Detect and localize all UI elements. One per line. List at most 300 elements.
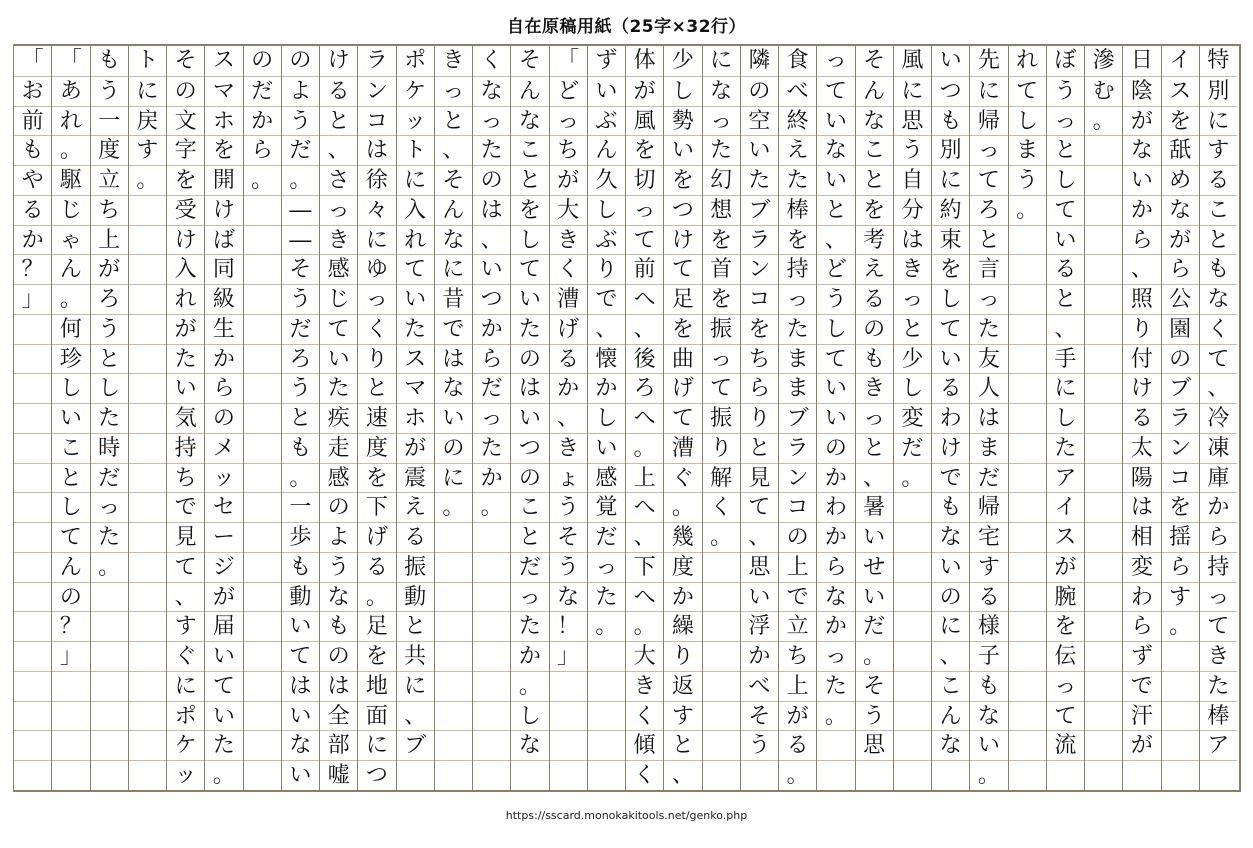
manuscript-cell: れ bbox=[1016, 48, 1039, 73]
manuscript-cell: 足 bbox=[358, 611, 395, 641]
manuscript-cell: う bbox=[741, 730, 778, 760]
manuscript-line bbox=[204, 46, 242, 790]
manuscript-cell bbox=[1085, 344, 1122, 374]
manuscript-cell: の bbox=[320, 492, 357, 522]
manuscript-cell bbox=[1085, 225, 1122, 255]
manuscript-cell bbox=[1085, 284, 1122, 314]
manuscript-cell: と bbox=[435, 106, 472, 136]
manuscript-cell: 。 bbox=[91, 552, 128, 582]
manuscript-cell: つ bbox=[932, 76, 969, 106]
manuscript-cell: 帰 bbox=[970, 492, 1007, 522]
manuscript-cell: の bbox=[779, 522, 816, 552]
manuscript-cell: ら bbox=[205, 373, 242, 403]
manuscript-cell: 漕 bbox=[664, 433, 701, 463]
manuscript-cell: か bbox=[14, 225, 51, 255]
manuscript-cell bbox=[14, 582, 51, 612]
manuscript-cell: 浮 bbox=[741, 611, 778, 641]
manuscript-cell: ー bbox=[205, 522, 242, 552]
manuscript-cell: か bbox=[1200, 492, 1237, 522]
manuscript-line bbox=[51, 46, 89, 790]
manuscript-cell bbox=[473, 522, 510, 552]
manuscript-cell: ― bbox=[282, 195, 319, 225]
manuscript-cell: 想 bbox=[703, 195, 740, 225]
manuscript-cell bbox=[244, 492, 281, 522]
manuscript-cell: に bbox=[358, 730, 395, 760]
manuscript-cell: の bbox=[251, 48, 274, 73]
manuscript-cell: い bbox=[282, 701, 319, 731]
manuscript-cell: か bbox=[473, 463, 510, 493]
manuscript-cell: ん bbox=[856, 76, 893, 106]
manuscript-cell bbox=[473, 730, 510, 760]
manuscript-cell: 嘘 bbox=[320, 760, 357, 790]
manuscript-cell: し bbox=[511, 701, 548, 731]
manuscript-cell bbox=[1009, 641, 1046, 671]
manuscript-cell: 少 bbox=[671, 48, 694, 73]
manuscript-cell: 文 bbox=[167, 106, 204, 136]
manuscript-cell: て bbox=[703, 373, 740, 403]
manuscript-cell bbox=[1009, 701, 1046, 731]
manuscript-cell: 。 bbox=[626, 611, 663, 641]
manuscript-cell bbox=[91, 611, 128, 641]
manuscript-cell: 。 bbox=[588, 611, 625, 641]
manuscript-cell: か bbox=[817, 611, 854, 641]
manuscript-cell: 風 bbox=[626, 106, 663, 136]
manuscript-cell: ブ bbox=[779, 403, 816, 433]
manuscript-cell bbox=[588, 701, 625, 731]
manuscript-cell: と bbox=[358, 373, 395, 403]
manuscript-cell: 感 bbox=[588, 463, 625, 493]
manuscript-cell: 腕 bbox=[1047, 582, 1084, 612]
manuscript-cell: を bbox=[167, 165, 204, 195]
manuscript-cell: ろ bbox=[91, 284, 128, 314]
manuscript-cell: け bbox=[327, 48, 350, 73]
manuscript-cell: を bbox=[205, 135, 242, 165]
manuscript-cell bbox=[894, 492, 931, 522]
manuscript-cell: た bbox=[779, 314, 816, 344]
manuscript-cell: 思 bbox=[894, 106, 931, 136]
manuscript-cell: ん bbox=[435, 195, 472, 225]
manuscript-cell: と bbox=[817, 195, 854, 225]
manuscript-cell: な bbox=[1200, 284, 1237, 314]
page-title: 自在原稿用紙（25字×32行） bbox=[506, 17, 747, 37]
manuscript-cell: 、 bbox=[664, 760, 701, 790]
manuscript-cell bbox=[1085, 641, 1122, 671]
manuscript-cell bbox=[550, 701, 587, 731]
manuscript-cell: ブ bbox=[1162, 373, 1199, 403]
manuscript-cell: 思 bbox=[856, 730, 893, 760]
manuscript-cell: ス bbox=[397, 344, 434, 374]
manuscript-cell: い bbox=[856, 522, 893, 552]
manuscript-cell: も bbox=[1200, 254, 1237, 284]
manuscript-cell: な bbox=[932, 730, 969, 760]
manuscript-cell: い bbox=[320, 344, 357, 374]
manuscript-cell: 歩 bbox=[282, 522, 319, 552]
manuscript-cell: て bbox=[205, 671, 242, 701]
manuscript-cell: 懐 bbox=[588, 344, 625, 374]
manuscript-cell: な bbox=[435, 225, 472, 255]
manuscript-cell: を bbox=[358, 641, 395, 671]
manuscript-cell bbox=[1162, 701, 1199, 731]
manuscript-cell: 立 bbox=[91, 165, 128, 195]
manuscript-cell bbox=[1085, 522, 1122, 552]
manuscript-cell: べ bbox=[741, 671, 778, 701]
manuscript-line bbox=[702, 46, 740, 790]
manuscript-cell: 。 bbox=[779, 760, 816, 790]
manuscript-cell bbox=[129, 254, 166, 284]
manuscript-cell: 別 bbox=[1200, 76, 1237, 106]
manuscript-cell: は bbox=[358, 135, 395, 165]
manuscript-cell bbox=[129, 552, 166, 582]
manuscript-cell: へ bbox=[626, 492, 663, 522]
manuscript-cell: 体 bbox=[633, 48, 656, 73]
manuscript-cell bbox=[1009, 730, 1046, 760]
manuscript-cell: か bbox=[244, 106, 281, 136]
manuscript-cell: け bbox=[167, 225, 204, 255]
manuscript-cell: と bbox=[511, 522, 548, 552]
manuscript-cell: な bbox=[435, 373, 472, 403]
manuscript-cell: な bbox=[856, 106, 893, 136]
manuscript-cell: に bbox=[397, 671, 434, 701]
manuscript-cell: い bbox=[282, 611, 319, 641]
manuscript-cell: い bbox=[817, 403, 854, 433]
manuscript-cell: そ bbox=[174, 48, 197, 73]
manuscript-cell: い bbox=[473, 254, 510, 284]
manuscript-cell bbox=[817, 730, 854, 760]
manuscript-cell: ？ bbox=[14, 254, 51, 284]
manuscript-cell: が bbox=[626, 76, 663, 106]
manuscript-cell: 時 bbox=[91, 433, 128, 463]
manuscript-cell: 。 bbox=[358, 582, 395, 612]
manuscript-cell: う bbox=[282, 106, 319, 136]
manuscript-cell: 気 bbox=[167, 403, 204, 433]
manuscript-cell: い bbox=[1047, 225, 1084, 255]
manuscript-cell bbox=[129, 760, 166, 790]
manuscript-cell: よ bbox=[320, 522, 357, 552]
manuscript-cell: 園 bbox=[1162, 314, 1199, 344]
manuscript-cell bbox=[435, 522, 472, 552]
manuscript-cell bbox=[932, 760, 969, 790]
manuscript-cell: ン bbox=[358, 76, 395, 106]
manuscript-cell: し bbox=[894, 373, 931, 403]
manuscript-cell: 立 bbox=[779, 611, 816, 641]
manuscript-line bbox=[549, 46, 587, 790]
manuscript-cell: 感 bbox=[320, 463, 357, 493]
manuscript-cell: 、 bbox=[817, 225, 854, 255]
manuscript-cell: だ bbox=[244, 76, 281, 106]
manuscript-cell: る bbox=[856, 284, 893, 314]
manuscript-cell bbox=[91, 641, 128, 671]
manuscript-cell bbox=[1009, 611, 1046, 641]
manuscript-cell: 汗 bbox=[1123, 701, 1160, 731]
manuscript-cell: 」 bbox=[14, 284, 51, 314]
manuscript-cell: 。 bbox=[1085, 106, 1122, 136]
manuscript-cell: か bbox=[1123, 195, 1160, 225]
manuscript-cell: 友 bbox=[970, 344, 1007, 374]
manuscript-cell: か bbox=[205, 344, 242, 374]
manuscript-cell: な bbox=[511, 730, 548, 760]
manuscript-cell: 束 bbox=[932, 225, 969, 255]
manuscript-cell: き bbox=[550, 433, 587, 463]
manuscript-cell: ホ bbox=[397, 403, 434, 433]
manuscript-cell: て bbox=[167, 552, 204, 582]
manuscript-cell: い bbox=[741, 135, 778, 165]
manuscript-cell bbox=[435, 611, 472, 641]
manuscript-cell: 、 bbox=[550, 403, 587, 433]
manuscript-cell: な bbox=[282, 730, 319, 760]
manuscript-line bbox=[128, 46, 166, 790]
manuscript-cell: う bbox=[282, 373, 319, 403]
manuscript-cell: た bbox=[817, 671, 854, 701]
manuscript-cell: 子 bbox=[970, 641, 1007, 671]
manuscript-cell: と bbox=[856, 433, 893, 463]
manuscript-cell: ま bbox=[1009, 135, 1046, 165]
manuscript-cell: へ bbox=[626, 284, 663, 314]
manuscript-cell: の bbox=[511, 463, 548, 493]
manuscript-cell: る bbox=[320, 76, 357, 106]
manuscript-cell: た bbox=[473, 433, 510, 463]
manuscript-cell: っ bbox=[626, 195, 663, 225]
manuscript-cell: 生 bbox=[205, 314, 242, 344]
manuscript-cell: ぐ bbox=[167, 641, 204, 671]
manuscript-cell: 昔 bbox=[435, 284, 472, 314]
manuscript-cell: が bbox=[1123, 730, 1160, 760]
manuscript-cell bbox=[1162, 760, 1199, 790]
manuscript-cell: け bbox=[932, 433, 969, 463]
manuscript-cell: に bbox=[435, 254, 472, 284]
manuscript-cell: 。 bbox=[435, 492, 472, 522]
manuscript-cell bbox=[1009, 582, 1046, 612]
manuscript-cell: 切 bbox=[626, 165, 663, 195]
manuscript-cell: そ bbox=[856, 671, 893, 701]
manuscript-cell: は bbox=[511, 373, 548, 403]
manuscript-cell: ッ bbox=[167, 760, 204, 790]
manuscript-cell: 傾 bbox=[626, 730, 663, 760]
manuscript-cell bbox=[1085, 730, 1122, 760]
manuscript-cell: た bbox=[588, 582, 625, 612]
manuscript-cell: な bbox=[817, 582, 854, 612]
manuscript-cell bbox=[1009, 463, 1046, 493]
manuscript-cell: す bbox=[1162, 582, 1199, 612]
manuscript-cell bbox=[129, 344, 166, 374]
manuscript-cell: て bbox=[741, 492, 778, 522]
manuscript-cell: ラ bbox=[1162, 403, 1199, 433]
manuscript-cell: ょ bbox=[550, 463, 587, 493]
manuscript-cell: た bbox=[473, 135, 510, 165]
manuscript-cell: え bbox=[397, 492, 434, 522]
manuscript-cell bbox=[129, 373, 166, 403]
manuscript-cell: さ bbox=[320, 165, 357, 195]
manuscript-cell bbox=[244, 254, 281, 284]
manuscript-cell: 上 bbox=[626, 463, 663, 493]
manuscript-cell: で bbox=[435, 314, 472, 344]
manuscript-cell: か bbox=[817, 522, 854, 552]
manuscript-cell bbox=[1085, 760, 1122, 790]
manuscript-cell: の bbox=[473, 165, 510, 195]
manuscript-cell bbox=[129, 195, 166, 225]
manuscript-cell: っ bbox=[703, 344, 740, 374]
manuscript-cell: が bbox=[1162, 225, 1199, 255]
manuscript-cell bbox=[894, 701, 931, 731]
manuscript-cell: す bbox=[167, 611, 204, 641]
manuscript-cell: と bbox=[511, 165, 548, 195]
manuscript-cell: っ bbox=[970, 135, 1007, 165]
manuscript-cell: ら bbox=[1162, 552, 1199, 582]
manuscript-cell: た bbox=[741, 165, 778, 195]
manuscript-cell: こ bbox=[511, 492, 548, 522]
manuscript-cell: げ bbox=[664, 373, 701, 403]
manuscript-cell: 太 bbox=[1123, 433, 1160, 463]
manuscript-cell: と bbox=[320, 106, 357, 136]
manuscript-cell: か bbox=[473, 314, 510, 344]
manuscript-cell: ト bbox=[136, 48, 159, 73]
manuscript-cell: そ bbox=[863, 48, 886, 73]
manuscript-cell: コ bbox=[779, 492, 816, 522]
manuscript-cell bbox=[1009, 254, 1046, 284]
manuscript-cell: 少 bbox=[894, 344, 931, 374]
manuscript-cell bbox=[14, 433, 51, 463]
manuscript-cell: 宅 bbox=[970, 522, 1007, 552]
manuscript-cell: い bbox=[939, 48, 962, 73]
manuscript-cell: も bbox=[932, 106, 969, 136]
manuscript-line bbox=[587, 46, 625, 790]
manuscript-cell bbox=[244, 552, 281, 582]
manuscript-cell: 動 bbox=[282, 582, 319, 612]
manuscript-cell bbox=[244, 582, 281, 612]
manuscript-line bbox=[90, 46, 128, 790]
manuscript-cell bbox=[52, 760, 89, 790]
manuscript-cell: だ bbox=[91, 463, 128, 493]
manuscript-cell: ラ bbox=[779, 433, 816, 463]
manuscript-cell: セ bbox=[205, 492, 242, 522]
manuscript-cell: し bbox=[664, 76, 701, 106]
manuscript-cell: 。 bbox=[664, 492, 701, 522]
manuscript-cell: ち bbox=[779, 641, 816, 671]
manuscript-cell: っ bbox=[473, 403, 510, 433]
manuscript-cell: い bbox=[1123, 165, 1160, 195]
manuscript-cell: じ bbox=[52, 195, 89, 225]
manuscript-cell bbox=[1085, 254, 1122, 284]
manuscript-cell bbox=[14, 492, 51, 522]
manuscript-cell: ん bbox=[588, 135, 625, 165]
manuscript-cell: も bbox=[98, 48, 121, 73]
manuscript-cell: な bbox=[1123, 135, 1160, 165]
manuscript-cell: き bbox=[320, 225, 357, 255]
manuscript-cell bbox=[435, 641, 472, 671]
manuscript-cell: つ bbox=[358, 760, 395, 790]
manuscript-cell: た bbox=[91, 403, 128, 433]
manuscript-cell: て bbox=[664, 403, 701, 433]
manuscript-cell: を bbox=[703, 284, 740, 314]
manuscript-cell bbox=[473, 582, 510, 612]
manuscript-cell bbox=[91, 671, 128, 701]
manuscript-cell bbox=[244, 760, 281, 790]
manuscript-cell: も bbox=[320, 611, 357, 641]
manuscript-cell bbox=[1085, 701, 1122, 731]
manuscript-cell: て bbox=[52, 522, 89, 552]
manuscript-cell: ジ bbox=[205, 552, 242, 582]
manuscript-cell: 勢 bbox=[664, 106, 701, 136]
manuscript-cell: 前 bbox=[626, 254, 663, 284]
manuscript-cell: た bbox=[91, 522, 128, 552]
manuscript-cell: と bbox=[856, 165, 893, 195]
manuscript-cell bbox=[1009, 552, 1046, 582]
manuscript-cell bbox=[703, 641, 740, 671]
manuscript-cell: い bbox=[817, 165, 854, 195]
manuscript-cell bbox=[856, 760, 893, 790]
manuscript-cell: だ bbox=[894, 433, 931, 463]
manuscript-line bbox=[1199, 46, 1237, 790]
manuscript-cell: 様 bbox=[970, 611, 1007, 641]
manuscript-cell: 食 bbox=[786, 48, 809, 73]
manuscript-cell bbox=[14, 373, 51, 403]
manuscript-cell: 約 bbox=[932, 195, 969, 225]
manuscript-cell bbox=[588, 730, 625, 760]
manuscript-cell: ろ bbox=[970, 195, 1007, 225]
manuscript-cell: う bbox=[550, 492, 587, 522]
manuscript-cell: っ bbox=[703, 106, 740, 136]
manuscript-cell: い bbox=[282, 760, 319, 790]
manuscript-cell: 分 bbox=[894, 195, 931, 225]
manuscript-cell: お bbox=[14, 76, 51, 106]
manuscript-cell: が bbox=[1123, 106, 1160, 136]
manuscript-cell: を bbox=[741, 314, 778, 344]
manuscript-cell: が bbox=[779, 701, 816, 731]
manuscript-cell: ど bbox=[817, 254, 854, 284]
manuscript-cell: 自 bbox=[894, 165, 931, 195]
manuscript-cell: 上 bbox=[91, 225, 128, 255]
manuscript-cell: 別 bbox=[932, 135, 969, 165]
manuscript-cell: で bbox=[779, 582, 816, 612]
manuscript-cell: き bbox=[442, 48, 465, 73]
manuscript-cell bbox=[894, 611, 931, 641]
manuscript-cell: る bbox=[1123, 403, 1160, 433]
manuscript-cell bbox=[1085, 611, 1122, 641]
manuscript-cell: 、 bbox=[320, 135, 357, 165]
manuscript-cell: が bbox=[397, 433, 434, 463]
manuscript-cell: 震 bbox=[397, 463, 434, 493]
manuscript-cell: た bbox=[779, 165, 816, 195]
manuscript-cell: 日 bbox=[1130, 48, 1153, 73]
manuscript-cell bbox=[703, 730, 740, 760]
manuscript-cell: い bbox=[167, 373, 204, 403]
manuscript-cell: 。 bbox=[817, 701, 854, 731]
manuscript-cell: 面 bbox=[358, 701, 395, 731]
manuscript-cell: ら bbox=[741, 373, 778, 403]
manuscript-cell: 流 bbox=[1047, 730, 1084, 760]
manuscript-cell: も bbox=[282, 433, 319, 463]
manuscript-cell: た bbox=[511, 314, 548, 344]
manuscript-cell: の bbox=[932, 582, 969, 612]
manuscript-cell bbox=[703, 582, 740, 612]
manuscript-cell: に bbox=[435, 463, 472, 493]
manuscript-cell: た bbox=[1047, 433, 1084, 463]
manuscript-cell bbox=[473, 760, 510, 790]
manuscript-cell: も bbox=[970, 671, 1007, 701]
manuscript-cell: 。 bbox=[282, 463, 319, 493]
manuscript-cell bbox=[129, 225, 166, 255]
manuscript-cell: こ bbox=[932, 671, 969, 701]
manuscript-cell: 。 bbox=[703, 522, 740, 552]
manuscript-cell: と bbox=[664, 730, 701, 760]
manuscript-cell bbox=[129, 433, 166, 463]
manuscript-cell bbox=[435, 552, 472, 582]
manuscript-cell: は bbox=[1123, 492, 1160, 522]
manuscript-cell: ポ bbox=[404, 48, 427, 73]
manuscript-cell: 度 bbox=[91, 135, 128, 165]
manuscript-cell: 入 bbox=[397, 195, 434, 225]
manuscript-cell bbox=[473, 671, 510, 701]
manuscript-cell: き bbox=[1200, 641, 1237, 671]
